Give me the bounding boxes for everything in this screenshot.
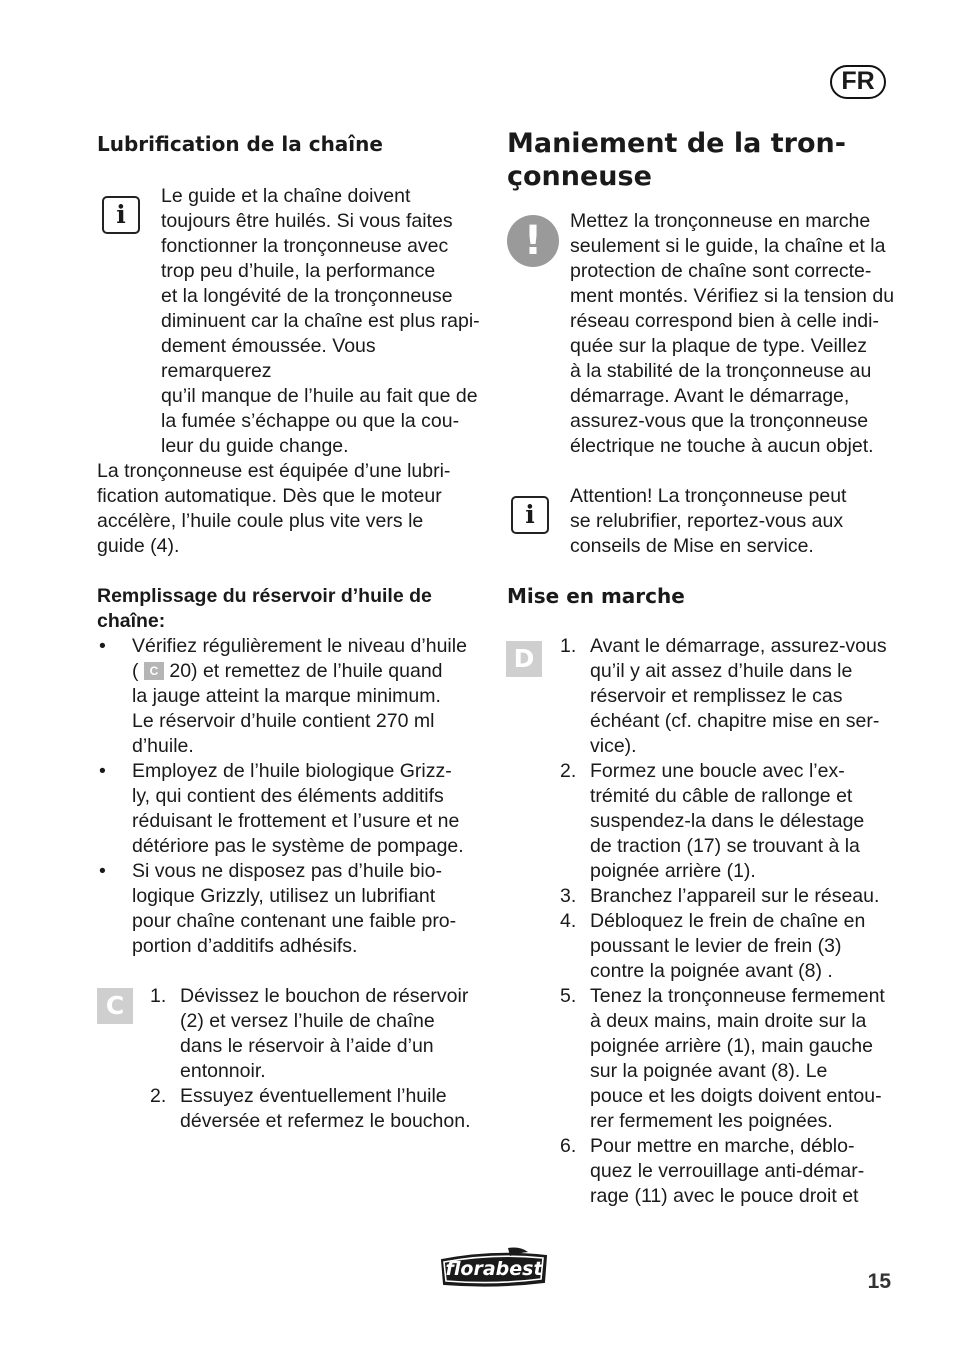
list-item: • Vérifiez régulièrement le niveau d’huile ( C 20) et remettez de l’huile quand la jauge atteint la marque minimum. Le réservoir d’huile contient 270 ml d’huile. [99, 635, 467, 757]
info-icon: i [102, 196, 140, 234]
bullet-icon: • [99, 635, 106, 657]
info-paragraph: Le guide et la chaîne doivent toujours être huilés. Si vous faites fonctionner la tronçonneuse avec trop peu d’huile, la performance et la longévité de la tronçonneuse diminuent car la chaîne est plus rapi- dement émoussée. Vous remarquerez qu’il manque de l’huile au fait que de la fumée s’échappe ou que la cou- leur du guide change. [161, 185, 480, 457]
bullet-icon: • [99, 760, 106, 782]
list-item: 2. Essuyez éventuellement l’huile déversée et refermez le bouchon. [150, 1085, 471, 1132]
info-paragraph: Attention! La tronçonneuse peut se relubrifier, reportez-vous aux conseils de Mise en service. [570, 485, 847, 557]
florabest-logo [438, 1246, 550, 1288]
auto-lubrication-paragraph: La tronçonneuse est équipée d’une lubri- fication automatique. Dès que le moteur accélère, l’huile coule plus vite vers le guide (4). [97, 460, 451, 557]
figure-c-badge: C [97, 988, 133, 1024]
refill-bullet-list [97, 634, 492, 959]
refill-steps [150, 984, 490, 1134]
start-steps [560, 634, 900, 1209]
list-item: 1. Dévissez le bouchon de réservoir (2) et versez l’huile de chaîne dans le réservoir à l’aide d’un entonnoir. [150, 985, 469, 1082]
list-item: 5. Tenez la tronçonneuse fermement à deux mains, main droite sur la poignée arrière (1), main gauche sur la poignée avant (8). Le pouce et les doigts doivent entou- rer fermement les poignées. [560, 985, 885, 1132]
list-item: 3. Branchez l’appareil sur le réseau. [560, 885, 880, 907]
warning-paragraph: Mettez la tronçonneuse en marche seulement si le guide, la chaîne et la protection de chaîne sont correcte- ment montés. Vérifiez si la tension du réseau correspond bien à celle indi- quée sur la plaque de type. Veillez à la stabilité de la tronçonneuse au démarrage. Avant le démarrage, assurez-vous que la tronçonneuse électrique ne touche à aucun objet. [570, 210, 895, 457]
list-item: • Employez de l’huile biologique Grizz- ly, qui contient des éléments additifs réduisant le frottement et l’usure et ne détériore pas le système de pompage. [99, 760, 464, 857]
info-icon: i [511, 496, 549, 534]
figure-c-badge: C [144, 662, 164, 680]
refill-heading: Remplissage du réservoir d’huile de chaîne: [97, 585, 432, 632]
section-title-start: Mise en marche [507, 584, 685, 608]
warning-icon: ! [507, 215, 559, 267]
list-item: 4. Débloquez le frein de chaîne en poussant le levier de frein (3) contre la poignée avant (8) . [560, 910, 866, 982]
list-item: 2. Formez une boucle avec l’ex- trémité du câble de rallonge et suspendez-la dans le délestage de traction (17) se trouvant à la poignée arrière (1). [560, 760, 865, 882]
page-title: Maniement de la tron- çonneuse [507, 128, 846, 192]
section-title-lubrication: Lubrification de la chaîne [97, 132, 383, 156]
list-item: 6. Pour mettre en marche, déblo- quez le verrouillage anti-démar- rage (11) avec le pouce droit et [560, 1135, 865, 1207]
language-badge: FR [830, 65, 886, 99]
page-number: 15 [867, 1270, 891, 1293]
bullet-icon: • [99, 860, 106, 882]
list-item: • Si vous ne disposez pas d’huile bio- logique Grizzly, utilisez un lubrifiant pour chaîne contenant une faible pro- portion d’additifs adhésifs. [99, 860, 457, 957]
logo-text: florabest [445, 1258, 543, 1280]
figure-d-badge: D [506, 641, 542, 677]
list-item: 1. Avant le démarrage, assurez-vous qu’il y ait assez d’huile dans le réservoir et remplissez le cas échéant (cf. chapitre mise en ser- vice). [560, 635, 887, 757]
